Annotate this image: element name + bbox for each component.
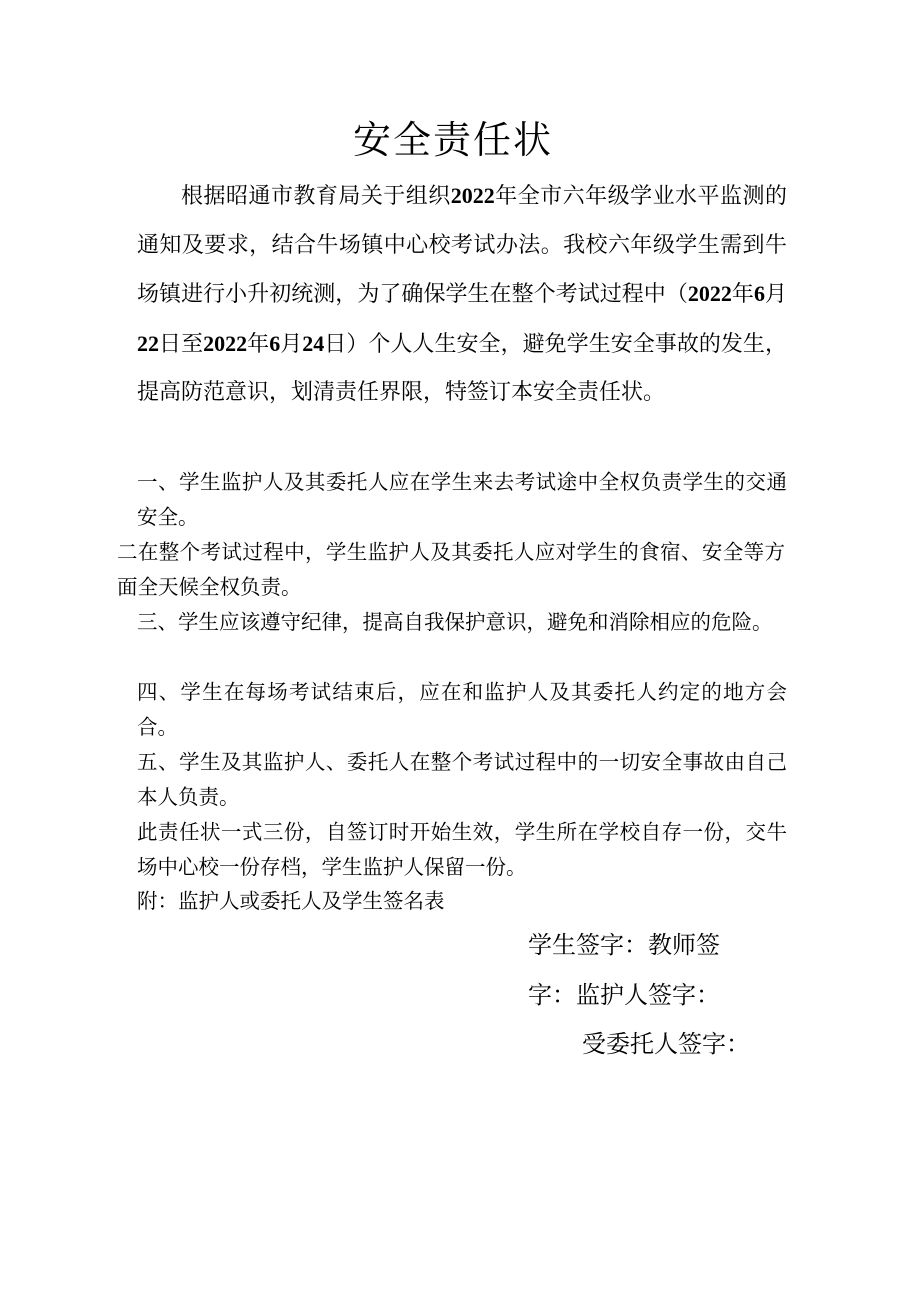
intro-month: 6 [269, 330, 281, 356]
intro-text: 年全市六年级学业水平监测的通知及要求，结合牛场镇中心校考试办法。我校六年级学生需到牛场镇进行小升初统测，为了确保学生在整个考试过程中（ [137, 184, 787, 308]
intro-text: 日）个人人生安全，避免学生安全事故的发生，提高防范意识，划清责任界限，特签订本安全责任状。 [137, 331, 787, 406]
clause-attachment: 附：监护人或委托人及学生签名表 [137, 889, 445, 913]
intro-paragraph [137, 172, 787, 418]
clause-5: 五、学生及其监护人、委托人在整个考试过程中的一切安全事故由自己本人负责。 [137, 750, 787, 809]
intro-year: 2022 [687, 281, 732, 307]
intro-day: 24 [302, 330, 325, 356]
intro-text: 月 [280, 331, 303, 357]
signature-line-1: 学生签字：教师签 [528, 931, 720, 959]
clause-1: 一、学生监护人及其委托人应在学生来去考试途中全权负责学生的交通安全。 [137, 470, 787, 529]
intro-day: 22 [137, 330, 159, 356]
intro-year: 2022 [203, 330, 248, 356]
intro-month: 6 [753, 281, 765, 307]
intro-text: 月 [764, 282, 787, 308]
document-title: 安全责任状 [352, 118, 553, 162]
clause-3: 三、学生应该遵守纪律，提高自我保护意识，避免和消除相应的危险。 [137, 610, 773, 634]
signature-line-3: 受委托人签字： [582, 1030, 750, 1058]
intro-text: 年 [247, 331, 270, 357]
intro-text: 年 [731, 282, 754, 308]
intro-year: 2022 [450, 183, 495, 208]
clause-4: 四、学生在每场考试结束后，应在和监护人及其委托人约定的地方会合。 [137, 680, 787, 739]
clause-copies: 此责任状一式三份，自签订时开始生效，学生所在学校自存一份，交牛场中心校一份存档，学生监护人保留一份。 [137, 820, 787, 879]
signature-line-2: 字：监护人签字： [528, 981, 720, 1009]
intro-text: 根据昭通市教育局关于组织 [181, 184, 451, 209]
intro-text: 日至 [159, 331, 204, 357]
clause-2: 二在整个考试过程中，学生监护人及其委托人应对学生的食宿、安全等方面全天候全权负责。 [117, 540, 785, 599]
